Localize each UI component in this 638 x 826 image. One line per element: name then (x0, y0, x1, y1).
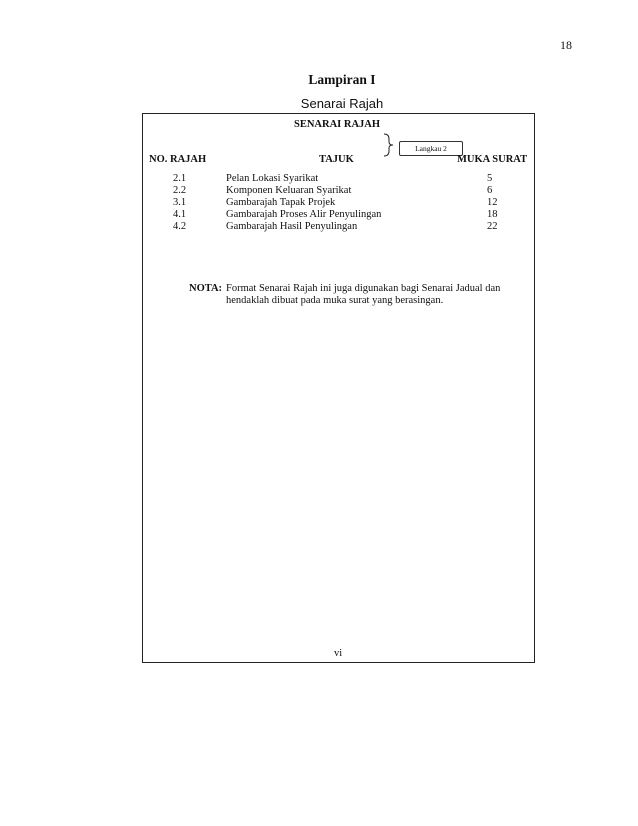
row-title: Pelan Lokasi Syarikat (226, 173, 319, 184)
note-label: NOTA: (189, 283, 223, 294)
appendix-title: Lampiran I (308, 72, 376, 87)
row-number: 3.1 (173, 197, 187, 208)
spacing-callout: Langkau 2 (399, 141, 463, 156)
row-number: 2.2 (173, 185, 187, 196)
list-title: SENARAI RAJAH (294, 119, 381, 130)
row-number: 2.1 (173, 173, 187, 184)
list-row (0, 185, 638, 197)
row-title: Komponen Keluaran Syarikat (226, 185, 352, 196)
row-title: Gambarajah Tapak Projek (226, 197, 336, 208)
row-number: 4.2 (173, 221, 187, 232)
note-text: Format Senarai Rajah ini juga digunakan bagi Senarai Jadual dan hendaklah dibuat pada muka surat yang berasingan. (226, 283, 501, 306)
header-number: NO. RAJAH (149, 154, 207, 165)
list-row (0, 173, 638, 185)
roman-page-number: vi (334, 648, 343, 659)
row-page: 12 (487, 197, 498, 208)
appendix-subtitle: Senarai Rajah (300, 96, 384, 111)
header-page: MUKA SURAT (457, 154, 528, 165)
row-page: 22 (487, 221, 498, 232)
header-title: TAJUK (319, 154, 354, 165)
list-row (0, 209, 638, 221)
row-page: 6 (487, 185, 493, 196)
row-number: 4.1 (173, 209, 187, 220)
row-page: 18 (487, 209, 498, 220)
list-row (0, 197, 638, 209)
right-brace-icon (383, 133, 395, 157)
row-title: Gambarajah Hasil Penyulingan (226, 221, 358, 232)
row-title: Gambarajah Proses Alir Penyulingan (226, 209, 382, 220)
list-row (0, 221, 638, 233)
page-number: 18 (560, 38, 572, 52)
row-page: 5 (487, 173, 493, 184)
